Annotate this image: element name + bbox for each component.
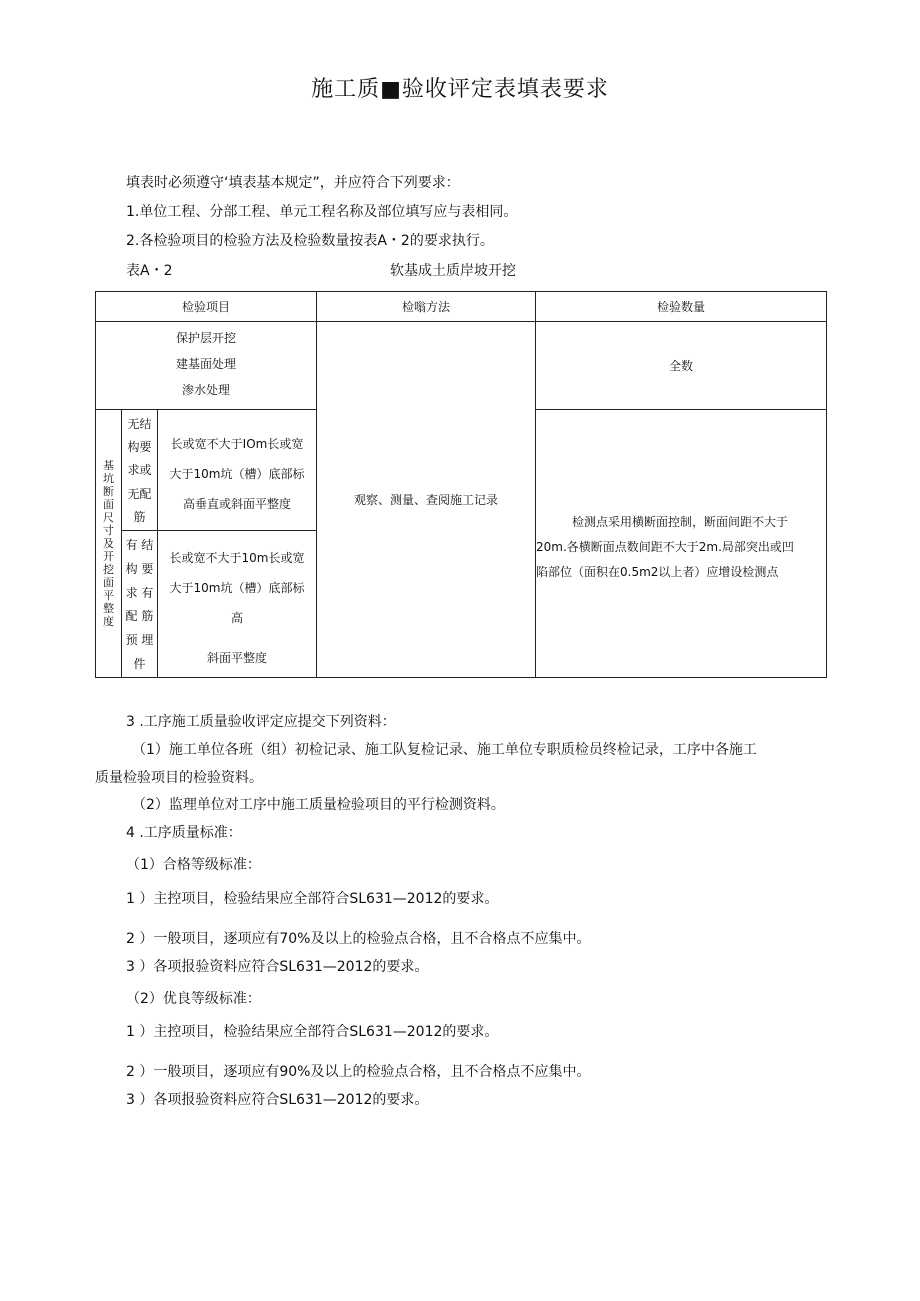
body-line: 3 ）各项报验资料应符合SL631—2012的要求。	[126, 959, 429, 975]
sub2-label-line: 构 要	[125, 561, 154, 576]
method-cell: 观察、测量、查阅施工记录	[316, 321, 536, 678]
group2-label-cell	[95, 409, 122, 678]
page-title: 施工质■验收评定表填表要求	[311, 77, 609, 102]
group1-items-cell	[95, 321, 317, 410]
body-line: （2）优良等级标准：	[126, 991, 261, 1007]
sub1-text-line: 大于10m坑（槽）底部标	[169, 467, 305, 481]
item-foundation-surface: 建基面处理	[175, 356, 236, 371]
table-number: 表A・2	[126, 263, 173, 279]
item-protective-layer: 保护层开挖	[175, 330, 236, 345]
sub2-label-line: 预 埋	[125, 632, 154, 647]
sub1-label-line: 构要	[127, 440, 152, 455]
sub2-text-line: 斜面平整度	[206, 651, 267, 665]
body-line: 2 ）一般项目，逐项应有70%及以上的检验点合格，且不合格点不应集中。	[126, 931, 591, 947]
sub2-text-line: 高	[230, 611, 243, 625]
sub1-label-line: 无结	[127, 417, 152, 432]
sub1-label-line: 求或	[127, 463, 152, 478]
body-line: 质量检验项目的检验资料。	[95, 770, 263, 786]
quantity-line: 检测点采用横断面控制，断面间距不大于	[572, 515, 789, 529]
header-method: 检嗡方法	[316, 291, 536, 322]
header-item: 检验项目	[95, 291, 317, 322]
sub2-label-line: 配 筋	[125, 609, 154, 624]
quantity-line: 20m.各横断面点数间距不大于2m.局部突出或凹	[536, 540, 794, 554]
sub1-label-cell	[121, 409, 158, 531]
group2-vertical-label: 基坑断面尺寸及开挖面平整度	[103, 459, 114, 628]
intro-line: 1.单位工程、分部工程、单元工程名称及部位填写应与表相同。	[126, 204, 518, 220]
quantity-line: 陷部位（面积在0.5m2以上者）应增设检测点	[536, 565, 779, 579]
sub1-label-line: 无配	[127, 486, 152, 501]
body-line: 1 ）主控项目，检验结果应全部符合SL631—2012的要求。	[126, 1024, 499, 1040]
group1-quantity-cell: 全数	[535, 321, 827, 410]
intro-line: 填表时必须遵守‘填表基本规定”，并应符合下列要求：	[126, 175, 460, 191]
sub1-label-line: 筋	[133, 509, 146, 524]
body-line: （2）监理单位对工序中施工质量检验项目的平行检测资料。	[132, 797, 505, 813]
body-line: （1）合格等级标准：	[126, 857, 261, 873]
body-line: 1 ）主控项目，检验结果应全部符合SL631—2012的要求。	[126, 891, 499, 907]
group2-quantity-cell	[535, 409, 827, 678]
body-line: 3 ）各项报验资料应符合SL631—2012的要求。	[126, 1092, 429, 1108]
intro-line: 2.各检验项目的检验方法及检验数量按表A・2的要求执行。	[126, 233, 494, 249]
body-line: 3 .工序施工质量验收评定应提交下列资料：	[126, 714, 396, 730]
sub2-label-cell	[121, 530, 158, 678]
sub2-label-line: 求 有	[125, 585, 154, 600]
item-seepage: 渗水处理	[181, 383, 230, 398]
body-line: 2 ）一般项目，逐项应有90%及以上的检验点合格，且不合格点不应集中。	[126, 1064, 591, 1080]
inspection-table	[95, 291, 827, 678]
body-line: 4 .工序质量标准：	[126, 825, 242, 841]
body-line: （1）施工单位各班（组）初检记录、施工队复检记录、施工单位专职质检员终检记录，工序中各施工	[132, 742, 757, 758]
table-title: 软基成土质岸坡开挖	[390, 263, 516, 279]
sub1-text-line: 长或宽不大于IOm长或宽	[170, 437, 304, 451]
sub2-text-cell	[157, 530, 317, 678]
sub2-label-line: 件	[133, 656, 146, 671]
sub2-text-line: 长或宽不大于10m长或宽	[169, 551, 305, 565]
sub1-text-line: 高垂直或斜面平整度	[182, 497, 291, 511]
sub2-text-line: 大于10m坑（槽）底部标	[169, 581, 305, 595]
header-quantity: 检验数量	[535, 291, 827, 322]
sub1-text-cell	[157, 409, 317, 531]
sub2-label-line: 有 结	[125, 538, 154, 553]
